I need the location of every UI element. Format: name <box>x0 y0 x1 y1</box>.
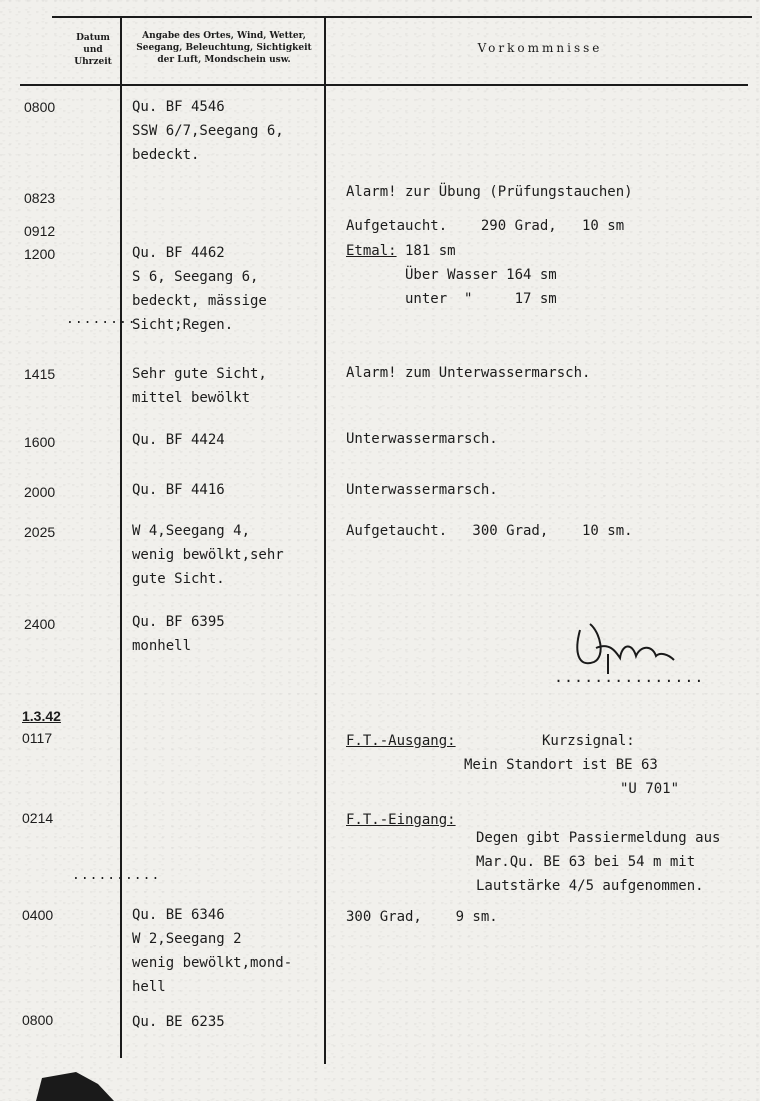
row-location: Qu. BF 4462 S 6, Seegang 6, bedeckt, mässige Sicht;Regen. <box>132 245 267 333</box>
corner-smudge <box>36 1068 116 1101</box>
row-time: 0800 <box>24 99 56 115</box>
header-events: Vorkommnisse <box>477 41 603 55</box>
row-location: Sehr gute Sicht, mittel bewölkt <box>132 366 267 406</box>
row-location: Qu. BF 4416 <box>132 482 225 498</box>
row-event: Alarm! zum Unterwassermarsch. <box>346 365 591 381</box>
row-time: 0800 <box>22 1012 54 1028</box>
row-time: 2000 <box>24 484 56 500</box>
ft-line-block: Degen gibt Passiermeldung aus Mar.Qu. BE 63 bei 54 m mit Lautstärke 4/5 aufgenommen. <box>476 830 721 894</box>
row-location: Qu. BF 6395 monhell <box>132 614 225 654</box>
row-time: 0823 <box>24 190 56 206</box>
row-location: Qu. BE 6235 <box>132 1014 225 1030</box>
ft-label: F.T.-Eingang: <box>346 812 456 828</box>
header-datum: Datum und Uhrzeit <box>74 33 112 67</box>
dotted-mark: .......... <box>72 868 161 883</box>
row-time: 1415 <box>24 366 56 382</box>
row-location: Qu. BF 4424 <box>132 432 225 448</box>
signature-line: ............... <box>554 668 705 686</box>
row-event: Unterwassermarsch. <box>346 431 498 447</box>
row-time: 0400 <box>22 907 54 923</box>
ft-extra: Kurzsignal: <box>542 733 635 749</box>
etmal-block: Etmal: 181 sm Über Wasser 164 sm unter " 17 sm <box>346 243 557 307</box>
etmal-label: Etmal: <box>346 243 397 259</box>
ft-line: Mein Standort ist BE 63 <box>464 757 658 773</box>
row-event: Unterwassermarsch. <box>346 482 498 498</box>
date-heading: 1.3.42 <box>22 708 61 724</box>
row-time: 2400 <box>24 616 56 632</box>
row-location: Qu. BF 4546 SSW 6/7,Seegang 6, bedeckt. <box>132 99 284 163</box>
ft-label: F.T.-Ausgang: <box>346 733 456 749</box>
row-time: 0912 <box>24 223 56 239</box>
row-event: 300 Grad, 9 sm. <box>346 909 498 925</box>
header-location: Angabe des Ortes, Wind, Wetter, Seegang, Beleuchtung, Sichtigkeit der Luft, Mondschein usw. <box>136 31 312 65</box>
row-location: Qu. BE 6346 W 2,Seegang 2 wenig bewölkt,mond- hell <box>132 907 293 995</box>
column-divider-1 <box>120 18 122 1058</box>
header-bottom-rule <box>20 84 748 86</box>
ft-line: "U 701" <box>620 781 680 797</box>
row-time: 0117 <box>22 730 53 746</box>
row-location: W 4,Seegang 4, wenig bewölkt,sehr gute Sicht. <box>132 523 284 587</box>
column-divider-2 <box>324 18 326 1064</box>
row-time: 1600 <box>24 434 56 450</box>
row-event: Aufgetaucht. 290 Grad, 10 sm <box>346 218 625 234</box>
row-time: 2025 <box>24 524 56 540</box>
dotted-mark: ........ <box>66 312 137 327</box>
row-time: 0214 <box>22 810 54 826</box>
row-event: Aufgetaucht. 300 Grad, 10 sm. <box>346 523 633 539</box>
row-time: 1200 <box>24 246 56 262</box>
header-top-rule <box>52 16 752 18</box>
row-event: Alarm! zur Übung (Prüfungstauchen) <box>346 184 633 200</box>
